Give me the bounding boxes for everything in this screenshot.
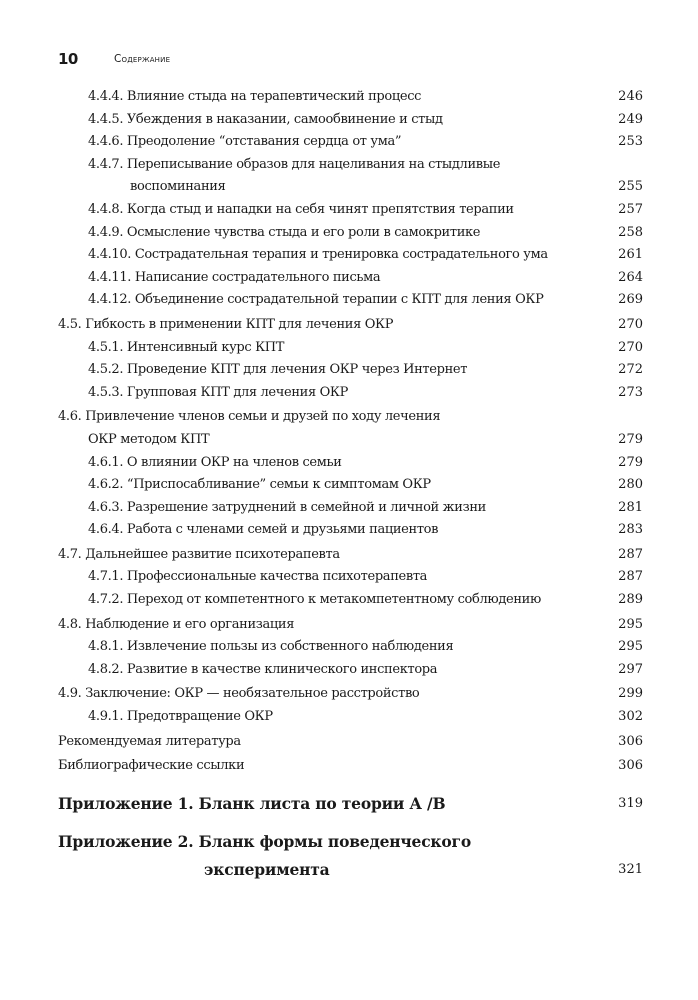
toc-section-page: 295 xyxy=(618,616,643,632)
toc-entry xyxy=(58,382,643,405)
toc-entry xyxy=(58,86,643,109)
toc-entry xyxy=(58,289,643,312)
toc-entry-text: 4.9.1. Предотвращение ОКР xyxy=(88,709,273,725)
toc-entry xyxy=(58,659,643,682)
toc-section xyxy=(58,614,643,637)
toc-entry xyxy=(58,154,643,177)
toc-section-text: Рекомендуемая литература xyxy=(58,733,241,749)
toc-entry-page: 281 xyxy=(618,499,643,515)
toc-section xyxy=(58,683,643,706)
toc-entry xyxy=(58,474,643,497)
toc-entry-text: 4.7.2. Переход от компетентного к метакомпетентному соблюдению xyxy=(88,592,541,608)
toc-entry-page: 257 xyxy=(618,201,643,217)
toc-entry xyxy=(58,519,643,542)
toc-entry-text: 4.7.1. Профессиональные качества психотерапевта xyxy=(88,569,428,585)
toc-entry-page: 261 xyxy=(618,247,643,263)
toc-appendix-page: 321 xyxy=(618,861,643,877)
toc-entry-page: 287 xyxy=(618,569,643,585)
page-header xyxy=(58,50,648,72)
toc-entry xyxy=(58,452,643,475)
toc-section-text: ОКР методом КПТ xyxy=(88,431,210,447)
toc-entry xyxy=(58,199,643,222)
toc-entry-text: 4.6.3. Разрешение затруднений в семейной и личной жизни xyxy=(88,499,486,515)
toc-section xyxy=(58,406,643,429)
toc-section xyxy=(58,731,643,754)
toc-entry-text: 4.8.2. Развитие в качестве клинического инспектора xyxy=(88,661,438,677)
toc-appendix xyxy=(58,790,643,818)
toc-section xyxy=(58,314,643,337)
toc-appendix-text: эксперимента xyxy=(204,859,330,879)
toc-section-page: 270 xyxy=(618,316,643,332)
toc-entry-page: 279 xyxy=(618,454,643,470)
toc-section-text: Библиографические ссылки xyxy=(58,758,245,774)
toc-entry xyxy=(58,497,643,520)
toc-entry-text: воспоминания xyxy=(130,179,226,195)
toc-section-text: 4.5. Гибкость в применении КПТ для лечения ОКР xyxy=(58,316,394,332)
toc-entry xyxy=(58,267,643,290)
toc-entry-text: 4.5.3. Групповая КПТ для лечения ОКР xyxy=(88,384,349,400)
toc-entry-page: 264 xyxy=(618,269,643,285)
toc-entry-text: 4.5.2. Проведение КПТ для лечения ОКР через Интернет xyxy=(88,362,468,378)
toc-entry xyxy=(58,244,643,267)
toc-entry-page: 246 xyxy=(618,89,643,104)
toc-entry-page: 272 xyxy=(618,362,643,378)
toc-section xyxy=(58,755,643,778)
toc-entry-continuation xyxy=(58,176,643,199)
toc-entry-text: 4.8.1. Извлечение пользы из собственного наблюдения xyxy=(88,639,454,655)
toc-entry-page: 297 xyxy=(618,661,643,677)
toc-entry-text: 4.4.11. Написание сострадательного письма xyxy=(88,269,381,285)
toc-section-page: 287 xyxy=(618,546,643,562)
toc-entry-page: 280 xyxy=(618,477,643,493)
toc-appendix-text: Приложение 2. Бланк формы поведенческого xyxy=(58,831,471,851)
table-of-contents xyxy=(58,86,643,884)
running-title: Содержание xyxy=(114,53,171,65)
toc-entry xyxy=(58,109,643,132)
toc-entry-text: 4.4.8. Когда стыд и нападки на себя чинят препятствия терапии xyxy=(88,201,514,217)
toc-entry-text: 4.4.9. Осмысление чувства стыда и его роли в самокритике xyxy=(88,224,481,240)
toc-entry-page: 302 xyxy=(618,709,643,725)
toc-entry-page: 270 xyxy=(618,339,643,355)
toc-section xyxy=(58,544,643,567)
toc-entry-page: 295 xyxy=(618,639,643,655)
toc-section-page: 299 xyxy=(618,686,643,702)
toc-entry xyxy=(58,706,643,729)
toc-section-text: 4.6. Привлечение членов семьи и друзей по ходу лечения xyxy=(58,409,441,425)
toc-entry-page: 273 xyxy=(618,384,643,400)
toc-section-page: 306 xyxy=(618,758,643,774)
toc-entry-page: 249 xyxy=(618,111,643,127)
toc-entry-page: 289 xyxy=(618,592,643,608)
toc-entry-text: 4.5.1. Интенсивный курс КПТ xyxy=(88,339,285,355)
toc-entry-text: 4.4.5. Убеждения в наказании, самообвинение и стыд xyxy=(88,111,443,127)
toc-entry-text: 4.4.7. Переписывание образов для нацеливания на стыдливые xyxy=(88,156,501,172)
toc-entry-text: 4.4.4. Влияние стыда на терапевтический процесс xyxy=(88,89,422,104)
toc-entry xyxy=(58,337,643,360)
toc-entry-text: 4.4.6. Преодоление “отставания сердца от ума” xyxy=(88,134,402,150)
toc-entry xyxy=(58,131,643,154)
toc-section-page: 279 xyxy=(618,431,643,447)
toc-entry-page: 258 xyxy=(618,224,643,240)
toc-entry xyxy=(58,589,643,612)
page-number: 10 xyxy=(58,50,78,68)
toc-entry-text: 4.6.4. Работа с членами семей и друзьями пациентов xyxy=(88,522,439,538)
toc-entry-text: 4.6.2. “Приспосабливание” семьи к симптомам ОКР xyxy=(88,477,431,493)
toc-appendix xyxy=(58,828,643,856)
toc-entry-page: 253 xyxy=(618,134,643,150)
toc-section-text: 4.9. Заключение: ОКР — необязательное расстройство xyxy=(58,686,420,702)
toc-appendix-text: Приложение 1. Бланк листа по теории А /В xyxy=(58,793,446,813)
toc-entry-page: 283 xyxy=(618,522,643,538)
toc-entry-text: 4.4.12. Объединение сострадательной терапии с КПТ для ления ОКР xyxy=(88,292,544,308)
toc-entry xyxy=(58,566,643,589)
toc-section-continuation xyxy=(58,429,643,452)
toc-entry xyxy=(58,636,643,659)
toc-entry-page: 255 xyxy=(618,179,643,195)
toc-entry-text: 4.4.10. Сострадательная терапия и тренировка сострадательного ума xyxy=(88,247,548,263)
toc-entry-page: 269 xyxy=(618,292,643,308)
toc-section-text: 4.8. Наблюдение и его организация xyxy=(58,616,295,632)
toc-appendix-page: 319 xyxy=(618,795,643,811)
toc-entry-text: 4.6.1. О влиянии ОКР на членов семьи xyxy=(88,454,342,470)
toc-section-text: 4.7. Дальнейшее развитие психотерапевта xyxy=(58,546,340,562)
toc-entry xyxy=(58,222,643,245)
toc-section-page: 306 xyxy=(618,733,643,749)
toc-appendix-continuation xyxy=(58,856,643,884)
toc-entry xyxy=(58,359,643,382)
